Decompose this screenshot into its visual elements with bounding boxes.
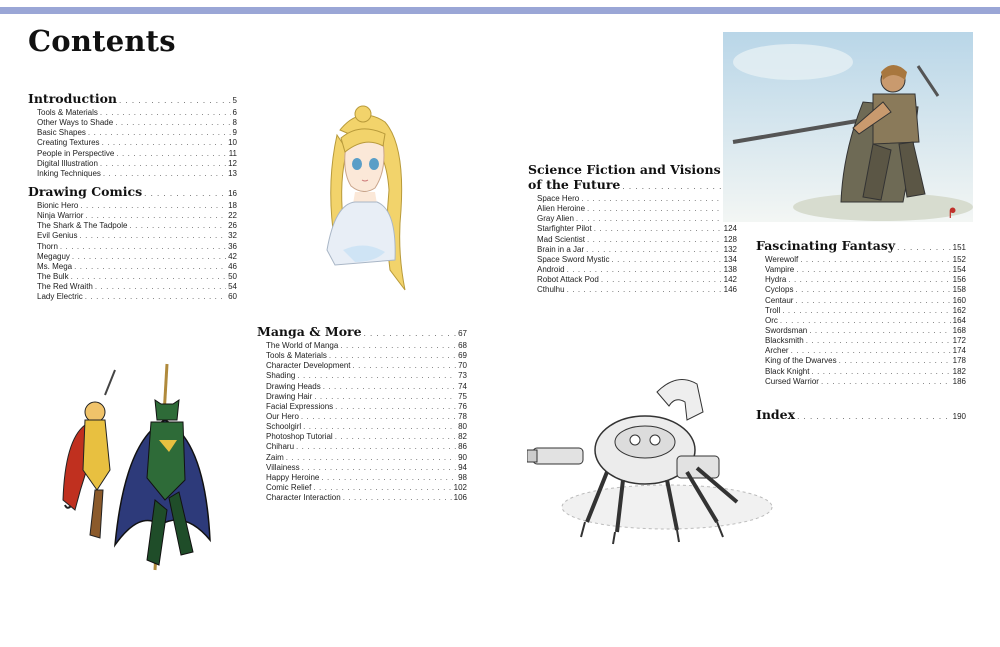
toc-entry[interactable]	[537, 285, 737, 295]
entry-label: Tools & Materials	[37, 108, 98, 117]
entry-page: 75	[458, 391, 467, 401]
leader-dots	[567, 265, 722, 275]
leader-dots	[314, 392, 456, 402]
toc-entry[interactable]	[37, 138, 237, 148]
leader-dots	[806, 336, 951, 346]
entry-page: 69	[458, 351, 467, 361]
leader-dots	[897, 243, 951, 252]
entry-page: 74	[458, 381, 467, 391]
toc-entry[interactable]	[765, 346, 966, 356]
entry-label: Hydra	[765, 275, 787, 285]
entry-page: 138	[723, 264, 737, 274]
leader-dots	[796, 265, 950, 275]
toc-entry[interactable]	[537, 194, 737, 204]
section-title: of the Future	[528, 177, 621, 192]
toc-entry[interactable]	[266, 412, 467, 422]
section-title: Index	[756, 407, 796, 422]
entry-page: 174	[952, 346, 966, 356]
leader-dots	[313, 483, 451, 493]
leader-dots	[100, 159, 226, 169]
leader-dots	[129, 221, 226, 231]
section-heading-line1[interactable]: Science Fiction and Visions	[528, 162, 721, 177]
leader-dots	[88, 128, 231, 138]
entry-page: 160	[952, 295, 966, 305]
toc-entry[interactable]	[37, 169, 237, 179]
comic-heroes-illustration	[55, 360, 215, 575]
entry-label: Blacksmith	[765, 336, 804, 346]
page-title: Contents	[28, 24, 176, 58]
toc-entry[interactable]	[266, 392, 467, 402]
leader-dots	[343, 493, 452, 503]
entry-label: Zaim	[266, 452, 284, 462]
leader-dots	[809, 326, 950, 336]
entry-label: Swordsman	[765, 325, 808, 335]
entry-page: 162	[952, 305, 966, 315]
entry-page: 9	[232, 128, 237, 138]
entry-label: Cthulhu	[537, 285, 565, 295]
toc-entry[interactable]	[37, 159, 237, 169]
entry-label: Cursed Warrior	[765, 376, 819, 386]
leader-dots	[100, 108, 231, 118]
entry-page: 156	[952, 275, 966, 285]
entry-label: Shading	[266, 371, 296, 381]
entry-page: 50	[228, 271, 237, 281]
leader-dots	[340, 341, 456, 351]
entry-page: 73	[458, 371, 467, 381]
toc-entry[interactable]	[37, 128, 237, 138]
entry-label: Basic Shapes	[37, 128, 86, 138]
section-page: 5	[232, 96, 237, 105]
section-title: Introduction	[28, 91, 118, 106]
entry-list	[28, 201, 237, 302]
entry-label: Centaur	[765, 295, 794, 305]
toc-entry[interactable]	[37, 118, 237, 128]
section-index	[756, 407, 966, 422]
toc-entry[interactable]	[37, 211, 237, 221]
entry-page: 178	[952, 356, 966, 366]
entry-label: Evil Genius	[37, 231, 78, 241]
entry-label: Mad Scientist	[537, 234, 586, 244]
entry-label: Space Sword Mystic	[537, 254, 610, 264]
entry-page: 182	[952, 366, 966, 376]
leader-dots	[72, 252, 226, 262]
section-heading[interactable]	[756, 407, 966, 422]
toc-entry[interactable]	[266, 361, 467, 371]
leader-dots	[335, 432, 456, 442]
entry-label: People in Perspective	[37, 148, 115, 158]
section-heading[interactable]	[257, 324, 467, 339]
section-page: 16	[228, 189, 237, 198]
entry-label: The Red Wraith	[37, 282, 93, 292]
toc-entry[interactable]	[765, 255, 966, 265]
leader-dots	[795, 285, 950, 295]
entry-label: Comic Relief	[266, 482, 312, 492]
leader-dots	[119, 96, 231, 105]
entry-page: 13	[228, 168, 237, 178]
toc-entry[interactable]	[37, 262, 237, 272]
entry-page: 132	[723, 244, 737, 254]
entry-label: Happy Heroine	[266, 472, 320, 482]
entry-page: 22	[228, 211, 237, 221]
toc-entry[interactable]	[266, 463, 467, 473]
entry-page: 80	[458, 422, 467, 432]
leader-dots	[301, 412, 456, 422]
toc-entry[interactable]	[765, 316, 966, 326]
entry-page: 172	[952, 336, 966, 346]
entry-label: Troll	[765, 305, 781, 315]
leader-dots	[800, 255, 950, 265]
section-page: 67	[458, 329, 467, 338]
top-accent-bar	[0, 7, 1000, 14]
entry-page: 102	[453, 482, 467, 492]
leader-dots	[587, 235, 722, 245]
entry-page: 78	[458, 411, 467, 421]
leader-dots	[302, 463, 456, 473]
toc-entry[interactable]	[266, 422, 467, 432]
section-title: Manga & More	[257, 324, 362, 339]
toc-entry[interactable]	[266, 341, 467, 351]
toc-entry[interactable]	[537, 204, 737, 214]
toc-entry[interactable]	[765, 336, 966, 346]
toc-entry[interactable]	[37, 282, 237, 292]
toc-entry[interactable]	[266, 432, 467, 442]
entry-page: 11	[228, 148, 237, 158]
toc-entry[interactable]	[537, 265, 737, 275]
entry-page: 6	[232, 108, 237, 117]
entry-label: The Bulk	[37, 271, 69, 281]
toc-entry[interactable]	[765, 265, 966, 275]
entry-page: 142	[723, 275, 737, 285]
entry-label: Our Hero	[266, 411, 299, 421]
toc-entry[interactable]	[537, 245, 737, 255]
entry-label: Drawing Heads	[266, 381, 321, 391]
leader-dots	[74, 262, 226, 272]
entry-label: Archer	[765, 346, 789, 356]
entry-page: 124	[723, 224, 737, 234]
entry-page: 98	[458, 472, 467, 482]
artist-signature-mark: ᖰ	[949, 207, 957, 222]
toc-entry[interactable]	[37, 149, 237, 159]
entry-label: Villainess	[266, 462, 300, 472]
entry-page: 76	[458, 401, 467, 411]
toc-entry[interactable]	[266, 483, 467, 493]
leader-dots	[622, 182, 722, 191]
entry-page: 10	[228, 138, 237, 148]
entry-page: 26	[228, 221, 237, 231]
entry-page: 54	[228, 282, 237, 292]
toc-entry[interactable]	[266, 371, 467, 381]
leader-dots	[297, 371, 456, 381]
section-heading[interactable]	[756, 238, 966, 253]
entry-page: 18	[228, 201, 237, 210]
entry-label: Megaguy	[37, 251, 70, 261]
entry-list	[528, 194, 737, 295]
leader-dots	[79, 231, 226, 241]
toc-entry[interactable]	[37, 221, 237, 231]
leader-dots	[296, 442, 456, 452]
leader-dots	[323, 382, 456, 392]
toc-entry[interactable]	[37, 272, 237, 282]
leader-dots	[581, 194, 722, 204]
toc-entry[interactable]	[37, 242, 237, 252]
toc-entry[interactable]	[266, 493, 467, 503]
entry-list	[756, 255, 966, 387]
toc-entry[interactable]	[37, 252, 237, 262]
toc-entry[interactable]	[765, 356, 966, 366]
entry-label: Vampire	[765, 265, 795, 275]
leader-dots	[791, 346, 951, 356]
entry-label: Lady Electric	[37, 292, 83, 302]
section-heading[interactable]	[28, 184, 237, 199]
leader-dots	[811, 367, 950, 377]
section-drawing-comics	[28, 184, 237, 302]
fantasy-swordsman-illustration	[723, 32, 973, 222]
leader-dots	[95, 282, 226, 292]
entry-label: The World of Manga	[266, 341, 339, 350]
leader-dots	[587, 204, 722, 214]
entry-label: Other Ways to Shade	[37, 118, 114, 128]
entry-label: Ninja Warrior	[37, 211, 84, 221]
toc-entry[interactable]	[537, 224, 737, 234]
entry-page: 12	[228, 158, 237, 168]
entry-page: 60	[228, 292, 237, 302]
toc-entry[interactable]	[266, 382, 467, 392]
toc-entry[interactable]	[765, 285, 966, 295]
entry-label: Drawing Hair	[266, 391, 313, 401]
entry-page: 42	[228, 251, 237, 261]
entry-label: Robot Attack Pod	[537, 275, 599, 285]
toc-entry[interactable]	[266, 402, 467, 412]
entry-page: 32	[228, 231, 237, 241]
entry-label: Cyclops	[765, 285, 794, 295]
leader-dots	[576, 214, 722, 224]
toc-entry[interactable]	[37, 201, 237, 211]
entry-label: Digital Illustration	[37, 158, 98, 168]
leader-dots	[102, 138, 227, 148]
entry-label: Thorn	[37, 241, 58, 251]
leader-dots	[352, 361, 456, 371]
entry-page: 128	[723, 234, 737, 244]
leader-dots	[594, 224, 722, 234]
section-manga	[257, 324, 467, 503]
entry-list	[257, 341, 467, 503]
toc-entry[interactable]	[765, 367, 966, 377]
leader-dots	[780, 316, 951, 326]
leader-dots	[839, 356, 951, 366]
section-title: Fascinating Fantasy	[756, 238, 896, 253]
leader-dots	[567, 285, 722, 295]
leader-dots	[303, 422, 456, 432]
entry-label: Brain in a Jar	[537, 244, 585, 254]
leader-dots	[782, 306, 950, 316]
leader-dots	[335, 402, 456, 412]
entry-label: Bionic Hero	[37, 201, 79, 210]
entry-page: 134	[723, 254, 737, 264]
entry-label: Space Hero	[537, 194, 580, 203]
entry-label: Creating Textures	[37, 138, 100, 148]
toc-entry[interactable]	[765, 306, 966, 316]
section-fantasy	[756, 238, 966, 387]
entry-page: 152	[952, 255, 966, 264]
toc-entry[interactable]	[37, 231, 237, 241]
entry-page: 94	[458, 462, 467, 472]
entry-page: 186	[952, 376, 966, 386]
toc-entry[interactable]	[537, 255, 737, 265]
entry-label: Alien Heroine	[537, 204, 586, 214]
leader-dots	[795, 296, 950, 306]
entry-label: Character Interaction	[266, 493, 341, 503]
entry-label: Tools & Materials	[266, 351, 327, 361]
entry-label: Character Development	[266, 361, 351, 371]
entry-page: 36	[228, 241, 237, 251]
toc-entry[interactable]	[266, 442, 467, 452]
entry-label: Schoolgirl	[266, 422, 302, 432]
entry-page: 46	[228, 261, 237, 271]
toc-entry[interactable]	[266, 453, 467, 463]
leader-dots	[144, 189, 226, 198]
section-introduction	[28, 91, 237, 179]
leader-dots	[286, 453, 456, 463]
entry-page: 90	[458, 452, 467, 462]
section-title: Drawing Comics	[28, 184, 143, 199]
leader-dots	[364, 329, 457, 338]
toc-entry[interactable]	[37, 108, 237, 118]
section-page: 190	[952, 412, 966, 421]
leader-dots	[115, 118, 230, 128]
entry-label: The Shark & The Tadpole	[37, 221, 128, 231]
entry-label: Android	[537, 264, 565, 274]
entry-page: 164	[952, 315, 966, 325]
entry-label: Chiharu	[266, 442, 295, 452]
entry-page: 68	[458, 341, 467, 350]
entry-label: Starfighter Pilot	[537, 224, 592, 234]
entry-page: 82	[458, 432, 467, 442]
leader-dots	[103, 169, 226, 179]
leader-dots	[71, 272, 227, 282]
entry-label: King of the Dwarves	[765, 356, 837, 366]
leader-dots	[321, 473, 456, 483]
toc-entry[interactable]	[765, 296, 966, 306]
leader-dots	[797, 412, 951, 421]
entry-label: Ms. Mega	[37, 261, 73, 271]
entry-label: Facial Expressions	[266, 401, 334, 411]
entry-label: Werewolf	[765, 255, 799, 264]
leader-dots	[85, 211, 226, 221]
toc-entry[interactable]	[37, 292, 237, 302]
section-heading[interactable]	[28, 91, 237, 106]
entry-label: Inking Techniques	[37, 168, 101, 178]
entry-page: 154	[952, 265, 966, 275]
leader-dots	[586, 245, 722, 255]
entry-label: Photoshop Tutorial	[266, 432, 333, 442]
leader-dots	[80, 201, 226, 211]
entry-page: 8	[232, 118, 237, 128]
entry-page: 86	[458, 442, 467, 452]
section-page: 151	[952, 243, 966, 252]
toc-entry[interactable]	[266, 473, 467, 483]
leader-dots	[601, 275, 722, 285]
entry-page: 146	[723, 285, 737, 295]
entry-label: Gray Alien	[537, 214, 574, 224]
toc-entry[interactable]	[765, 377, 966, 387]
entry-page: 158	[952, 285, 966, 295]
toc-entry[interactable]	[537, 275, 737, 285]
leader-dots	[329, 351, 456, 361]
entry-list	[28, 108, 237, 179]
leader-dots	[60, 242, 226, 252]
section-scifi	[528, 162, 737, 295]
toc-entry[interactable]	[537, 214, 737, 224]
entry-page: 168	[952, 325, 966, 335]
leader-dots	[821, 377, 951, 387]
manga-girl-illustration	[305, 100, 415, 300]
toc-entry[interactable]	[765, 326, 966, 336]
entry-label: Black Knight	[765, 366, 810, 376]
robot-attack-pod-illustration	[527, 372, 777, 557]
leader-dots	[116, 149, 226, 159]
toc-entry[interactable]	[765, 275, 966, 285]
entry-page: 70	[458, 361, 467, 371]
section-heading[interactable]	[528, 177, 737, 192]
toc-entry[interactable]	[537, 235, 737, 245]
leader-dots	[788, 275, 950, 285]
leader-dots	[611, 255, 721, 265]
leader-dots	[85, 292, 226, 302]
entry-label: Orc	[765, 315, 778, 325]
entry-page: 106	[453, 493, 467, 503]
toc-entry[interactable]	[266, 351, 467, 361]
